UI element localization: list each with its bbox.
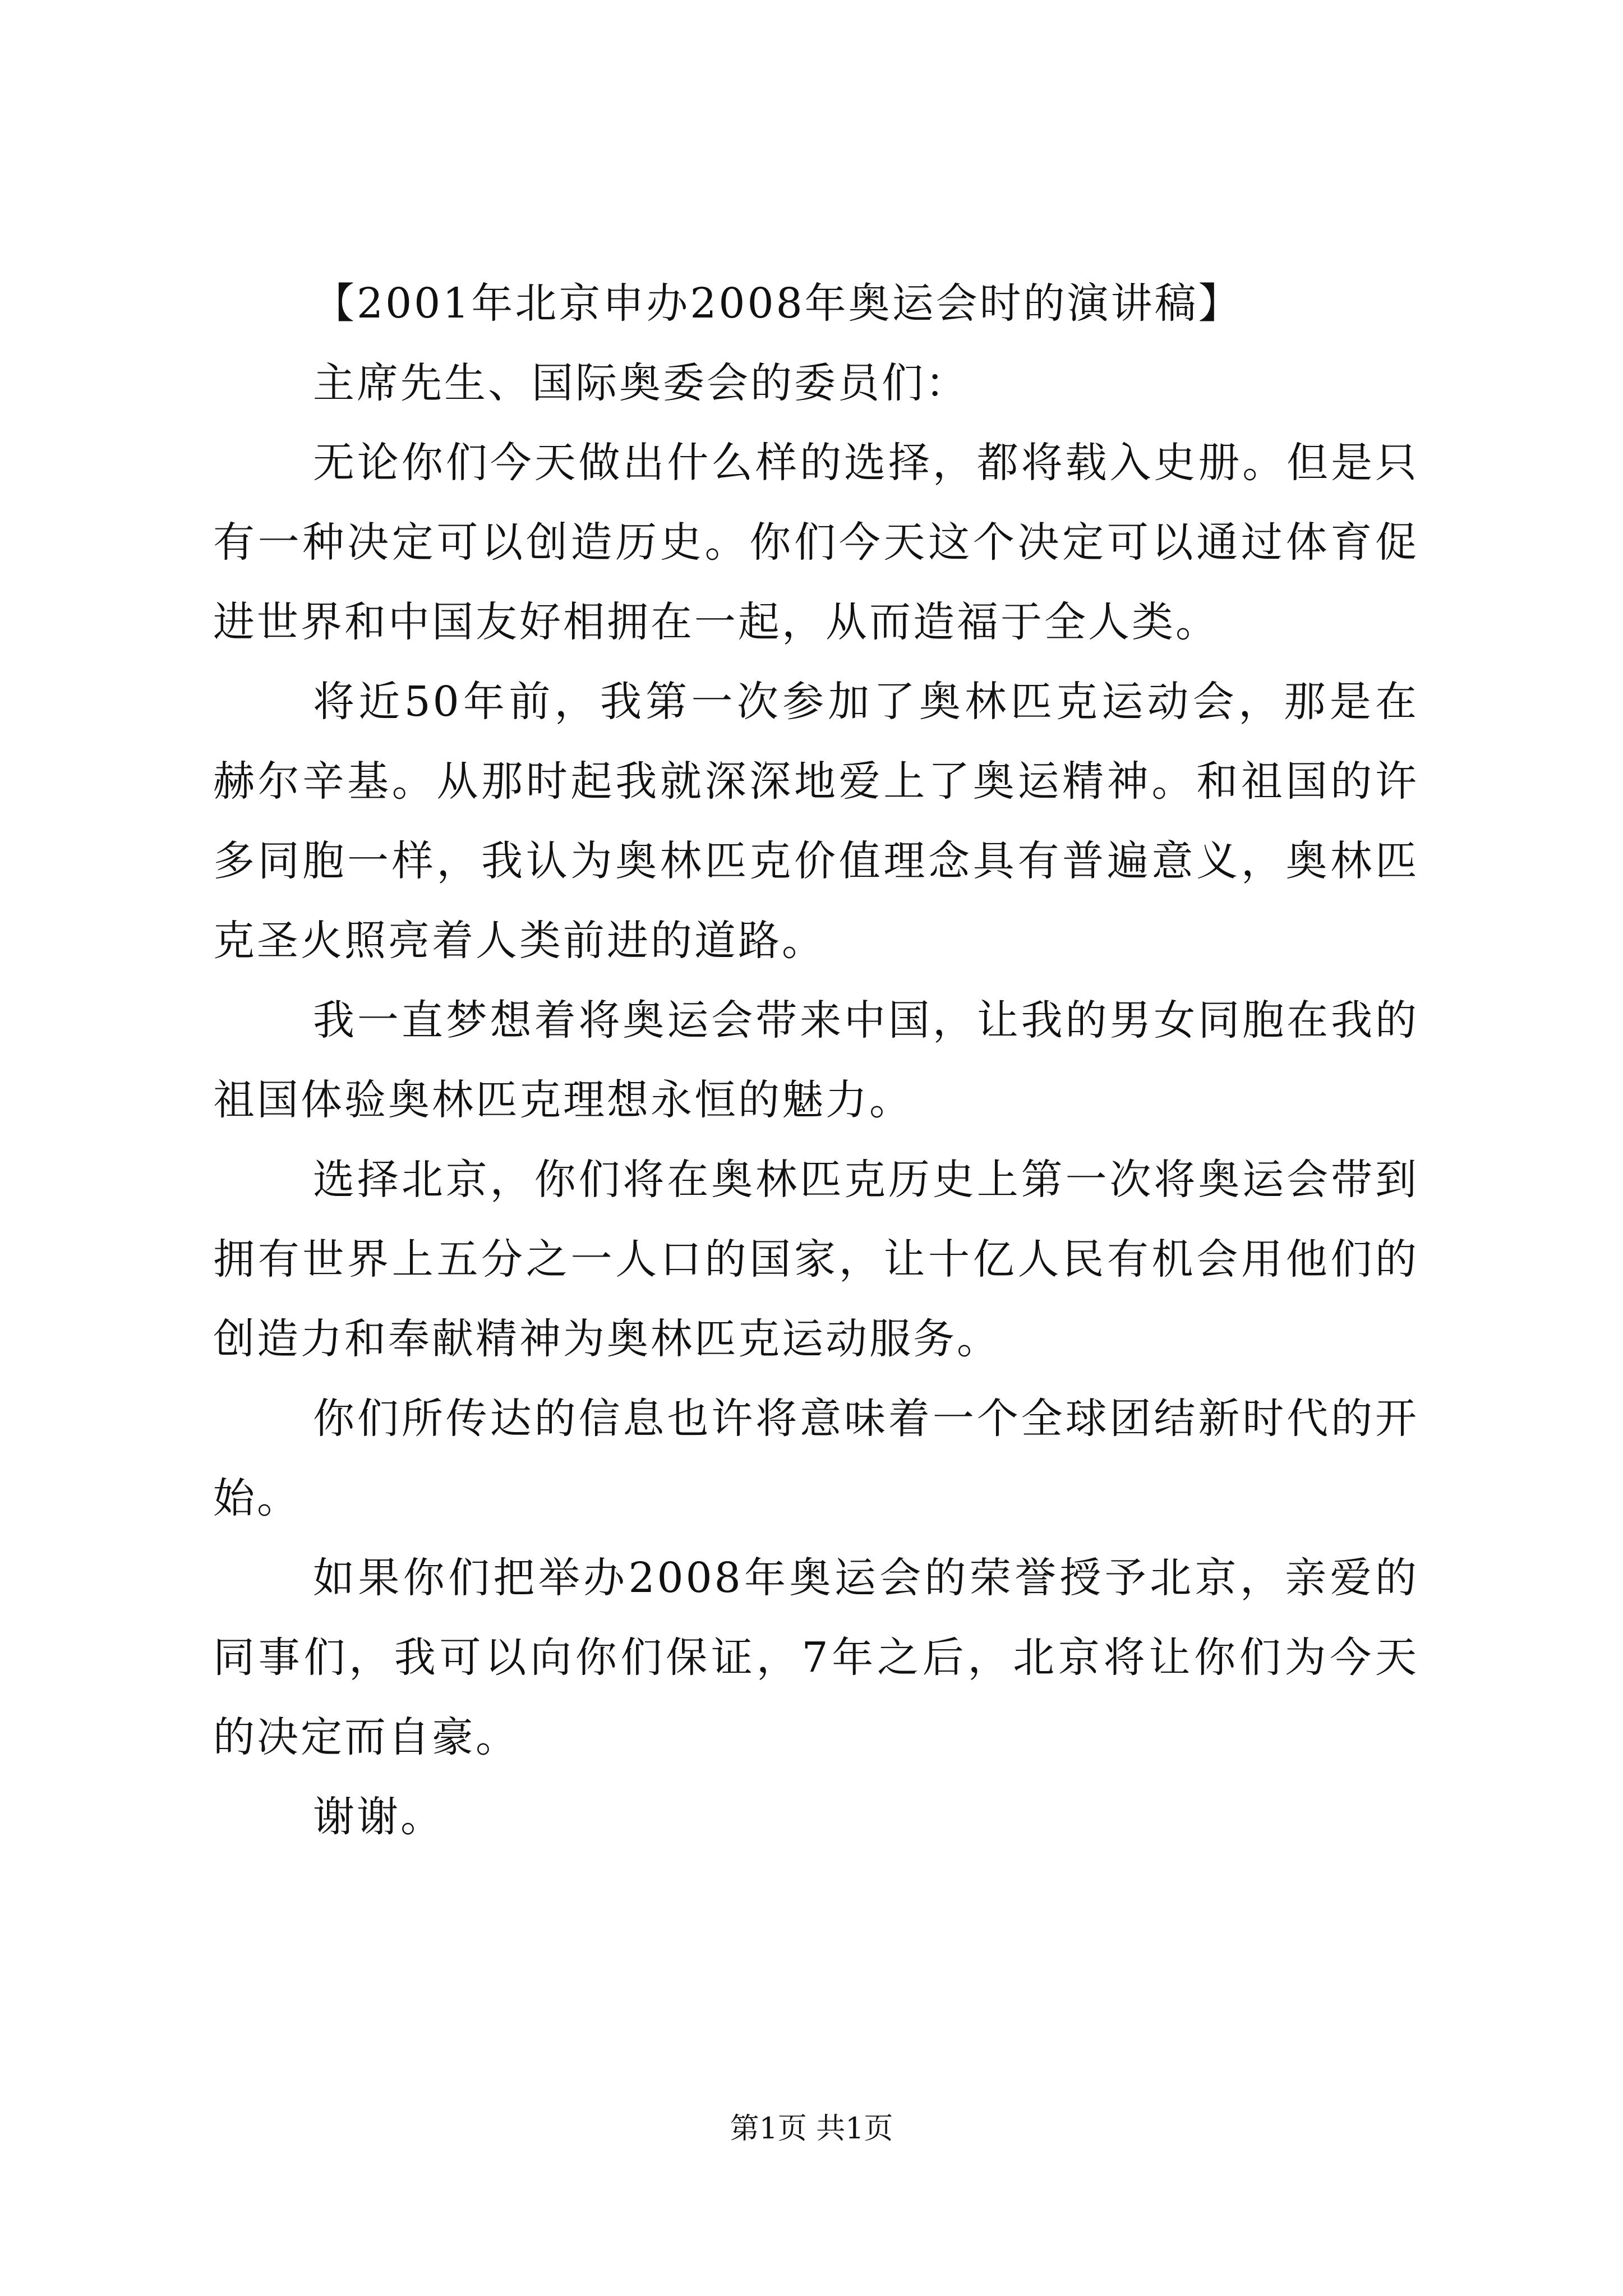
paragraph-closing: 谢谢。 — [313, 1793, 444, 1841]
paragraph-4: 选择北京，你们将在奥林匹克历史上第一次将奥运会带到拥有世界上五分之一人口的国家，让十亿人民有机会用他们的创造力和奉献精神为奥林匹克运动服务。 — [213, 1156, 1419, 1363]
document-title: 【2001年北京申办2008年奥运会时的演讲稿】 — [313, 279, 1242, 328]
page-footer: 第1页 共1页 — [730, 2112, 893, 2146]
paragraph-5: 你们所传达的信息也许将意味着一个全球团结新时代的开始。 — [213, 1395, 1419, 1522]
paragraph-1: 无论你们今天做出什么样的选择，都将载入史册。但是只有一种决定可以创造历史。你们今天这个决定可以通过体育促进世界和中国友好相拥在一起，从而造福于全人类。 — [213, 439, 1419, 646]
document-body — [213, 264, 1419, 1857]
paragraph-3: 我一直梦想着将奥运会带来中国，让我的男女同胞在我的祖国体验奥林匹克理想永恒的魅力。 — [213, 996, 1419, 1124]
paragraph-6: 如果你们把举办2008年奥运会的荣誉授予北京，亲爱的同事们，我可以向你们保证，7年之后，北京将让你们为今天的决定而自豪。 — [213, 1554, 1419, 1761]
paragraph-2: 将近50年前，我第一次参加了奥林匹克运动会，那是在赫尔辛基。从那时起我就深深地爱上了奥运精神。和祖国的许多同胞一样，我认为奥林匹克价值理念具有普遍意义，奥林匹克圣火照亮着人类前进的道路。 — [213, 678, 1419, 965]
paragraph-salutation: 主席先生、国际奥委会的委员们： — [313, 359, 969, 407]
